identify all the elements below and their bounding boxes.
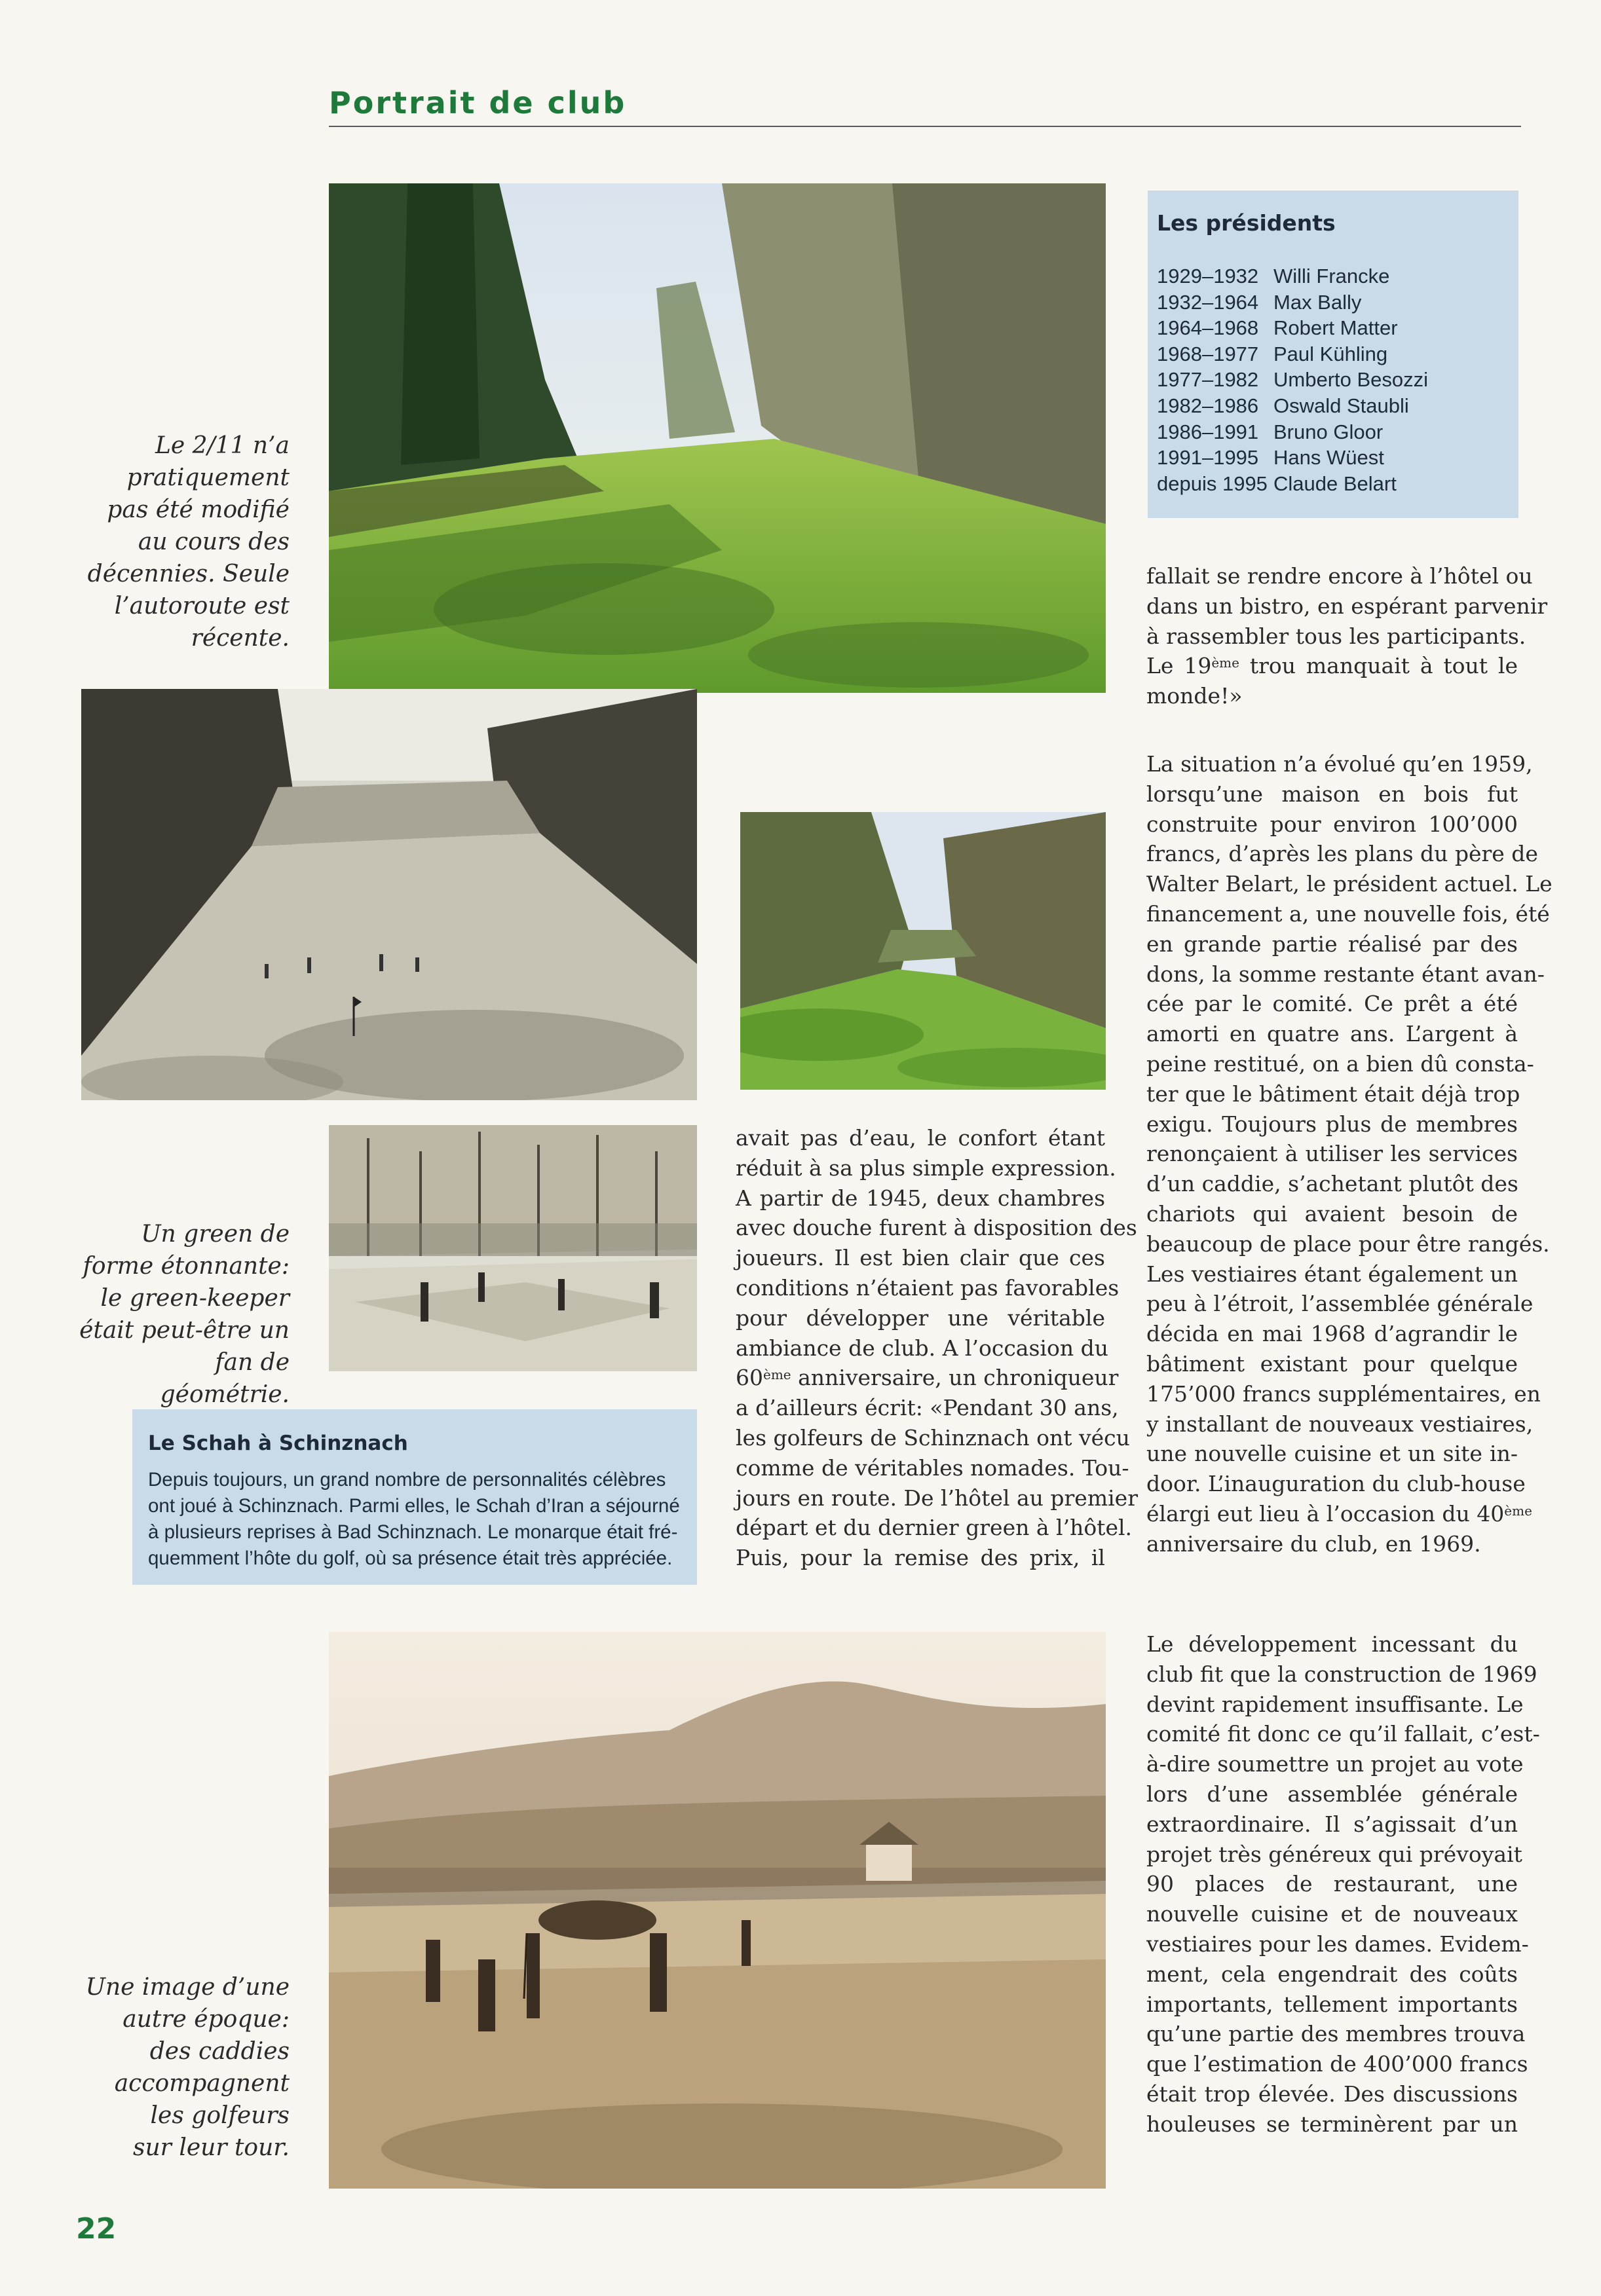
text-line: extraordinaire. Il s’agissait d’un bbox=[1146, 1811, 1518, 1837]
text-line: jours en route. De l’hôtel au premier bbox=[736, 1485, 1138, 1511]
superscript: ème bbox=[1504, 1502, 1532, 1519]
photo-caddies-sepia bbox=[329, 1632, 1106, 2189]
right-column-paragraph-2 bbox=[1146, 749, 1553, 1559]
photo-green-geometry bbox=[329, 1125, 697, 1371]
schah-sidebar-box bbox=[132, 1409, 697, 1585]
caption-photo-fairway bbox=[79, 430, 290, 654]
text-line: d’un caddie, s’achetant plutôt des bbox=[1146, 1171, 1518, 1197]
caption-line: au cours des bbox=[138, 528, 290, 555]
text-line: a d’ailleurs écrit: «Pendant 30 ans, bbox=[736, 1395, 1119, 1421]
president-row bbox=[1157, 472, 1428, 498]
president-row bbox=[1157, 394, 1428, 420]
president-row bbox=[1157, 291, 1428, 317]
text-line: y installant de nouveaux vestiaires, bbox=[1146, 1411, 1534, 1437]
text-line: A partir de 1945, deux chambres bbox=[736, 1185, 1105, 1211]
text-line: à-dire soumettre un projet au vote bbox=[1146, 1751, 1524, 1777]
text-line: ambiance de club. A l’occasion du bbox=[736, 1335, 1108, 1361]
president-years: 1977–1982 bbox=[1157, 368, 1259, 392]
photo-fairway-color bbox=[329, 183, 1106, 693]
caption-line: autre époque: bbox=[122, 2006, 290, 2033]
section-title: Portrait de club bbox=[329, 85, 627, 120]
president-years: 1964–1968 bbox=[1157, 316, 1259, 340]
text-line-sup bbox=[1146, 651, 1518, 681]
text-line: Walter Belart, le président actuel. Le bbox=[1146, 871, 1553, 897]
president-name: Claude Belart bbox=[1273, 472, 1397, 495]
text-line: ment, cela engendrait des coûts bbox=[1146, 1961, 1518, 1987]
text-line: pour développer une véritable bbox=[736, 1305, 1105, 1331]
president-name: Paul Kühling bbox=[1273, 342, 1388, 365]
text-fragment: trou manquait à tout le bbox=[1239, 653, 1518, 679]
caption-photo-green bbox=[79, 1218, 290, 1411]
text-line: bâtiment existant pour quelque bbox=[1146, 1350, 1518, 1377]
photo-fairway-historic bbox=[81, 689, 697, 1100]
text-line: 175’000 francs supplémentaires, en bbox=[1146, 1380, 1541, 1407]
text-fragment: Le 19 bbox=[1146, 653, 1212, 679]
president-row bbox=[1157, 420, 1428, 447]
text-line: amorti en quatre ans. L’argent à bbox=[1146, 1021, 1518, 1047]
text-line-sup bbox=[736, 1363, 1119, 1393]
schah-body bbox=[148, 1467, 692, 1572]
president-name: Robert Matter bbox=[1273, 316, 1398, 340]
schah-line: ont joué à Schinznach. Parmi elles, le Schah d’Iran a séjourné bbox=[148, 1495, 680, 1517]
caption-line: l’autoroute est bbox=[114, 593, 290, 620]
text-line: comme de véritables nomades. Tou- bbox=[736, 1454, 1129, 1481]
text-line-sup bbox=[1146, 1499, 1532, 1529]
text-line: comité fit donc ce qu’il fallait, c’est- bbox=[1146, 1721, 1540, 1747]
text-line: beaucoup de place pour être rangés. bbox=[1146, 1231, 1550, 1257]
president-name: Willi Francke bbox=[1273, 265, 1390, 287]
president-name: Hans Wüest bbox=[1273, 446, 1384, 470]
text-line: 90 places de restaurant, une bbox=[1146, 1871, 1518, 1897]
text-line: construite pour environ 100’000 bbox=[1146, 811, 1518, 837]
caption-line: sur leur tour. bbox=[133, 2134, 290, 2161]
president-years: 1991–1995 bbox=[1157, 446, 1259, 470]
caption-line: décennies. Seule bbox=[87, 561, 290, 587]
schah-title: Le Schah à Schinznach bbox=[148, 1432, 408, 1455]
president-row bbox=[1157, 316, 1428, 343]
text-line: était trop élevée. Des discussions bbox=[1146, 2081, 1518, 2107]
text-line: ter que le bâtiment était déjà trop bbox=[1146, 1081, 1520, 1107]
schah-line: Depuis toujours, un grand nombre de personnalités célèbres bbox=[148, 1469, 666, 1491]
text-line: dans un bistro, en espérant parvenir bbox=[1146, 593, 1548, 619]
text-line: une nouvelle cuisine et un site in- bbox=[1146, 1441, 1518, 1467]
caption-line: accompagnent bbox=[114, 2070, 290, 2097]
text-line: financement a, une nouvelle fois, été bbox=[1146, 900, 1550, 927]
text-line: club fit que la construction de 1969 bbox=[1146, 1661, 1537, 1687]
middle-column-text bbox=[736, 1123, 1138, 1573]
president-years: 1986–1991 bbox=[1157, 420, 1259, 443]
caption-line: fan de géométrie. bbox=[160, 1349, 290, 1408]
text-line: à rassembler tous les participants. bbox=[1146, 623, 1526, 649]
text-line: en grande partie réalisé par des bbox=[1146, 931, 1518, 957]
text-line: Les vestiaires étant également un bbox=[1146, 1261, 1518, 1287]
schah-line: quemment l’hôte du golf, où sa présence était très appréciée. bbox=[148, 1547, 673, 1569]
text-line: avait pas d’eau, le confort étant bbox=[736, 1125, 1105, 1151]
caption-photo-caddies bbox=[79, 1971, 290, 2164]
text-line: lors d’une assemblée générale bbox=[1146, 1781, 1518, 1807]
text-line: conditions n’étaient pas favorables bbox=[736, 1274, 1120, 1301]
text-line: nouvelle cuisine et de nouveaux bbox=[1146, 1901, 1518, 1927]
text-fragment: anniversaire, un chroniqueur bbox=[791, 1365, 1119, 1391]
text-line: avec douche furent à disposition des bbox=[736, 1215, 1137, 1241]
right-column-paragraph-3 bbox=[1146, 1629, 1540, 2139]
photo-fairway-small bbox=[740, 812, 1106, 1090]
superscript: ème bbox=[1211, 655, 1239, 671]
right-column-paragraph-1 bbox=[1146, 561, 1548, 711]
caption-line: Une image d’une bbox=[85, 1974, 290, 2001]
caption-line: forme étonnante: bbox=[83, 1253, 290, 1280]
text-line: importants, tellement importants bbox=[1146, 1991, 1518, 2017]
text-line: joueurs. Il est bien clair que ces bbox=[736, 1245, 1105, 1271]
caption-line: était peut-être un bbox=[79, 1317, 290, 1344]
text-line: qu’une partie des membres trouva bbox=[1146, 2021, 1526, 2047]
president-years: depuis 1995 bbox=[1157, 472, 1268, 495]
president-row bbox=[1157, 446, 1428, 472]
text-line: La situation n’a évolué qu’en 1959, bbox=[1146, 751, 1533, 777]
text-line: door. L’inauguration du club-house bbox=[1146, 1471, 1526, 1497]
text-line: francs, d’après les plans du père de bbox=[1146, 841, 1538, 867]
president-row bbox=[1157, 368, 1428, 394]
text-line: cée par le comité. Ce prêt a été bbox=[1146, 991, 1518, 1017]
page-number: 22 bbox=[76, 2212, 117, 2246]
president-row bbox=[1157, 343, 1428, 369]
president-years: 1929–1932 bbox=[1157, 265, 1259, 287]
schah-line: à plusieurs reprises à Bad Schinznach. Le monarque était fré- bbox=[148, 1521, 678, 1543]
text-line: peine restitué, on a bien dû consta- bbox=[1146, 1050, 1534, 1077]
presidents-title: Les présidents bbox=[1157, 210, 1336, 236]
caption-line: Un green de bbox=[141, 1221, 290, 1248]
text-line: dons, la somme restante étant avan- bbox=[1146, 961, 1545, 987]
text-line: les golfeurs de Schinznach ont vécu bbox=[736, 1424, 1130, 1451]
president-years: 1968–1977 bbox=[1157, 342, 1259, 365]
text-line: Le développement incessant du bbox=[1146, 1631, 1518, 1657]
text-fragment: élargi eut lieu à l’occasion du 40 bbox=[1146, 1500, 1505, 1527]
presidents-list bbox=[1157, 265, 1428, 498]
caption-line: le green-keeper bbox=[100, 1285, 290, 1312]
text-line: houleuses se terminèrent par un bbox=[1146, 2111, 1518, 2137]
text-line: lorsqu’une maison en bois fut bbox=[1146, 781, 1518, 807]
caption-line: pratiquement bbox=[126, 464, 290, 491]
caption-line: des caddies bbox=[149, 2038, 290, 2065]
text-line: réduit à sa plus simple expression. bbox=[736, 1155, 1116, 1181]
text-line: vestiaires pour les dames. Evidem- bbox=[1146, 1931, 1529, 1957]
text-line: que l’estimation de 400’000 francs bbox=[1146, 2051, 1528, 2077]
president-years: 1932–1964 bbox=[1157, 290, 1259, 314]
president-name: Oswald Staubli bbox=[1273, 394, 1409, 417]
text-line: peu à l’étroit, l’assemblée générale bbox=[1146, 1291, 1534, 1317]
president-name: Bruno Gloor bbox=[1273, 420, 1384, 443]
text-line: Puis, pour la remise des prix, il bbox=[736, 1545, 1105, 1571]
text-line: monde!» bbox=[1146, 683, 1243, 709]
text-line: projet très généreux qui prévoyait bbox=[1146, 1841, 1522, 1867]
header-rule bbox=[329, 126, 1521, 127]
text-line: départ et du dernier green à l’hôtel. bbox=[736, 1515, 1133, 1541]
text-fragment: 60 bbox=[736, 1365, 763, 1391]
text-line: devint rapidement insuffisante. Le bbox=[1146, 1691, 1524, 1717]
president-row bbox=[1157, 265, 1428, 291]
caption-line: pas été modifié bbox=[107, 496, 290, 523]
text-line: renonçaient à utiliser les services bbox=[1146, 1141, 1518, 1167]
presidents-box bbox=[1148, 191, 1518, 518]
text-line: décida en mai 1968 d’agrandir le bbox=[1146, 1321, 1518, 1347]
president-name: Max Bally bbox=[1273, 290, 1362, 314]
president-name: Umberto Besozzi bbox=[1273, 368, 1429, 392]
superscript: ème bbox=[763, 1367, 791, 1383]
text-line: fallait se rendre encore à l’hôtel ou bbox=[1146, 563, 1533, 589]
text-line: chariots qui avaient besoin de bbox=[1146, 1200, 1518, 1227]
caption-line: Le 2/11 n’a bbox=[155, 432, 290, 459]
text-line: anniversaire du club, en 1969. bbox=[1146, 1530, 1481, 1557]
text-line: exigu. Toujours plus de membres bbox=[1146, 1111, 1518, 1137]
caption-line: récente. bbox=[191, 625, 290, 652]
president-years: 1982–1986 bbox=[1157, 394, 1259, 417]
caption-line: les golfeurs bbox=[150, 2102, 290, 2129]
